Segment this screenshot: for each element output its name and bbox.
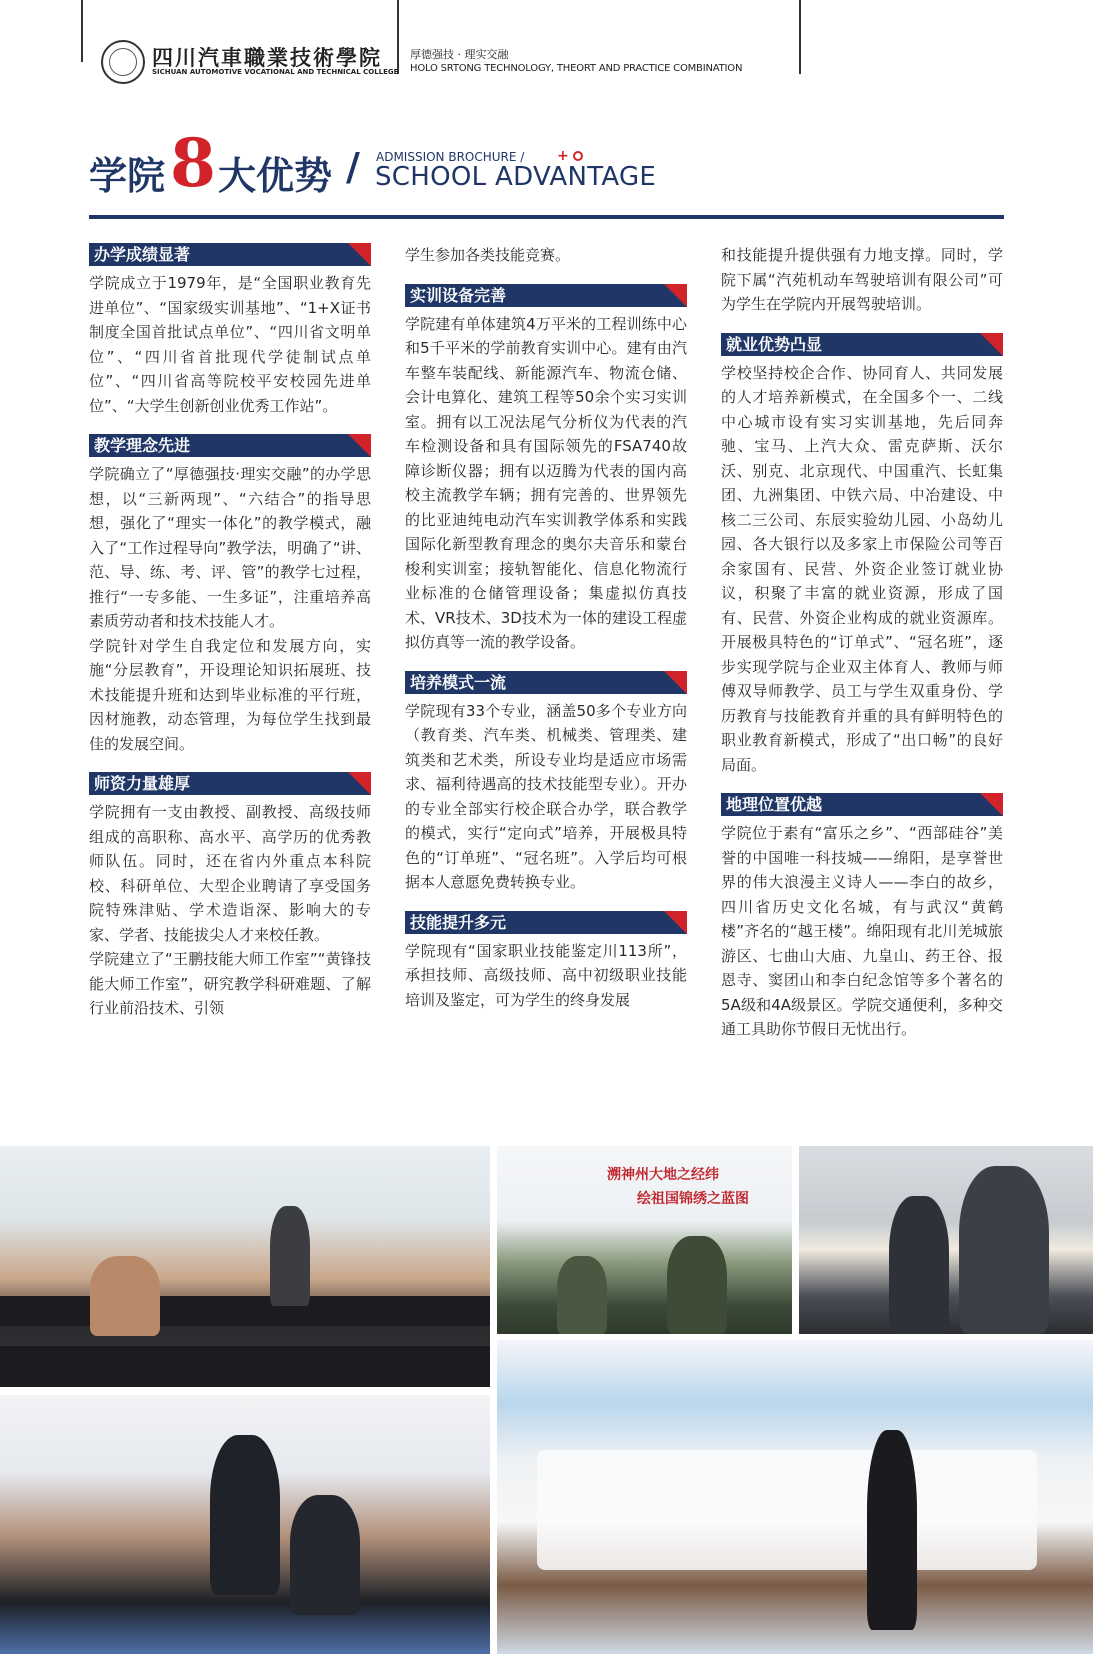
photo-art-lesson (799, 1146, 1093, 1334)
section-heading-skills: 技能提升多元 (405, 911, 687, 934)
section-heading-employment: 就业优势凸显 (721, 333, 1003, 356)
section-body-faculty-continued: 学生参加各类技能竞赛。 (405, 246, 571, 264)
photo-music-class (497, 1340, 1093, 1654)
header-divider-left (81, 0, 83, 62)
section-heading-location: 地理位置优越 (721, 793, 1003, 816)
photo-study-classroom (0, 1395, 490, 1654)
section-heading-training-mode: 培养模式一流 (405, 671, 687, 694)
section-body-skills-continued: 和技能提升提供强有力地支撑。同时，学院下属“汽苑机动车驾驶培训有限公司”可为学生在学院内开展驾驶培训。 (721, 246, 1003, 313)
title-part2: 大优势 (218, 154, 333, 198)
column-3 (721, 243, 1003, 1042)
brochure-label: ADMISSION BROCHURE / (376, 150, 525, 164)
motto-cn: 厚德强技 · 理实交融 (410, 48, 509, 61)
photo-banner-line1: 溯神州大地之经纬 (607, 1167, 719, 1183)
college-seal-logo (101, 40, 145, 84)
section-body-faculty-1: 学院拥有一支由教授、副教授、高级技师组成的高职称、高水平、高学历的优秀教师队伍。同时，还在省内外重点本科院校、科研单位、大型企业聘请了享受国务院特殊津贴、学术造诣深、影响大的专家、学者、技能拔尖人才来校任教。 (89, 803, 371, 944)
section-body-equipment: 学院建有单体建筑4万平米的工程训练中心和5千平米的学前教育实训中心。建有由汽车整车装配线、新能源汽车、物流仓储、会计电算化、建筑工程等50余个实习实训室。拥有以工况法尾气分析仪为代表的汽车检测设备和具有国际领先的FSA740故障诊断仪器；拥有以迈腾为代表的国内高校主流教学车辆；拥有完善的、世界领先的比亚迪纯电动汽车实训教学体系和实践国际化新型教育理念的奥尔夫音乐和蒙台梭利实训室；接轨智能化、信息化物流行业标准的仓储管理设备；集虚拟仿真技术、VR技术、3D技术为一体的建设工程虚拟仿真等一流的教学设备。 (405, 314, 687, 651)
title-rule (89, 215, 1004, 219)
section-body-faculty-2: 学院建立了“王鹏技能大师工作室”“黄锋技能大师工作室”，研究教学科研难题、了解行业前沿技术、引领 (89, 950, 371, 1017)
section-body-achievements: 学院成立于1979年，是“全国职业教育先进单位”、“国家级实训基地”、“1+X证书制度全国首批试点单位”、“四川省文明单位”、“四川省首批现代学徒制试点单位”、“四川省高等院校平安校园先进单位”、“大学生创新创业优秀工作站”。 (89, 274, 371, 415)
column-2 (405, 243, 687, 1012)
section-body-location: 学院位于素有“富乐之乡”、“西部硅谷”美誉的中国唯一科技城——绵阳，是享誉世界的伟大浪漫主义诗人——李白的故乡，四川省历史文化名城，有与武汉“黄鹤楼”齐名的“越王楼”。绵阳现有北川羌城旅游区、七曲山大庙、九皇山、药王谷、报恩寺、窦团山和李白纪念馆等多个著名的5A级和4A级景区。学院交通便利，多种交通工具助你节假日无忧出行。 (721, 824, 1003, 1038)
section-body-teaching-1: 学院确立了“厚德强技·理实交融”的办学思想，以“三新两现”、“六结合”的指导思想，强化了“理实一体化”的教学模式，融入了“工作过程导向”教学法，明确了“讲、范、导、练、考、评、管”的教学七过程，推行“一专多能、一生多证”，注重培养高素质劳动者和技术技能人才。 (89, 465, 371, 630)
photo-banner-line2: 绘祖国锦绣之蓝图 (637, 1191, 749, 1207)
header-divider-right (799, 0, 801, 74)
section-heading-faculty: 师资力量雄厚 (89, 772, 371, 795)
section-heading-equipment: 实训设备完善 (405, 284, 687, 307)
header-divider-middle (397, 0, 399, 74)
photo-computer-lab (497, 1146, 792, 1334)
section-body-skills: 学院现有“国家职业技能鉴定川113所”，承担技师、高级技师、高中初级职业技能培训及鉴定，可为学生的终身发展 (405, 941, 687, 1009)
section-heading-achievements: 办学成绩显著 (89, 243, 371, 266)
column-1 (89, 243, 371, 1021)
title-en: SCHOOL ADVANTAGE (375, 162, 657, 192)
title-part1: 学院 (89, 154, 166, 198)
section-body-employment: 学校坚持校企合作、协同育人、共同发展的人才培养新模式，在全国多个一、二线中心城市设有实习实训基地，先后同奔驰、宝马、上汽大众、雷克萨斯、沃尔沃、别克、北京现代、中国重汽、长虹集团、九洲集团、中铁六局、中冶建设、中核二三公司、东辰实验幼儿园、小岛幼儿园、各大银行以及多家上市保险公司等百余家国有、民营、外资企业签订就业协议，积聚了丰富的就业资源，形成了国有、民营、外资企业构成的就业资源库。开展极具特色的“订单式”、“冠名班”，逐步实现学院与企业双主体育人、教师与师傅双导师教学、员工与学生双重身份、学历教育与技能教育并重的具有鲜明特色的职业教育新模式，形成了“出口畅”的良好局面。 (721, 363, 1003, 774)
motto-en: HOLO SRTONG TECHNOLOGY, THEORT AND PRACTICE COMBINATION (410, 63, 743, 74)
steering-wheel-icon (573, 151, 583, 161)
college-name-en: SICHUAN AUTOMOTIVE VOCATIONAL AND TECHNICAL COLLEGE (152, 68, 399, 76)
section-body-training-mode: 学院现有33个专业，涵盖50多个专业方向（教育类、汽车类、机械类、管理类、建筑类和艺术类，所设专业均是适应市场需求、福利待遇高的技术技能型专业）。开办的专业全部实行校企联合办学，联合教学的模式，实行“定向式”培养，开展极具特色的“订单班”、“冠名班”。入学后均可根据本人意愿免费转换专业。 (405, 701, 687, 891)
title-number: 8 (170, 124, 216, 202)
photo-piano-classroom (0, 1146, 490, 1387)
college-name-cn: 四川汽車職業技術學院 (152, 45, 382, 70)
section-body-teaching-2: 学院针对学生自我定位和发展方向，实施“分层教育”，开设理论知识拓展班、技术技能提升班和达到毕业标准的平行班，因材施教，动态管理，为每位学生找到最佳的发展空间。 (89, 636, 371, 753)
section-heading-teaching: 教学理念先进 (89, 434, 371, 457)
title-slash: / (346, 145, 360, 189)
plus-icon: + (557, 148, 569, 164)
